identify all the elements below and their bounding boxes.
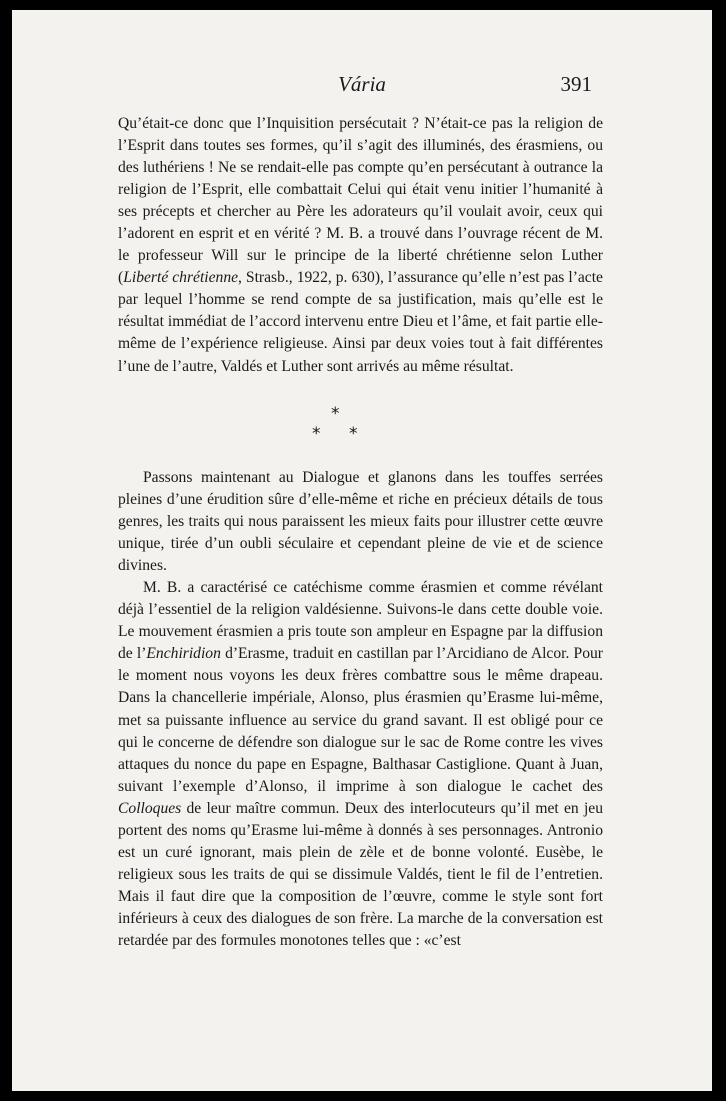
asterisk-bottom-right: * (349, 424, 358, 444)
paragraph-1-part-a: Qu’était-ce donc que l’Inquisition persécutait ? N’était-ce pas la religion de l’Esprit dans toutes ses formes, qu’il s’agit des illuminés, des érasmiens, ou des luthériens ! Ne se rendait-elle pas compte qu’en persécutant à outrance la religion de l’Esprit, elle combattait Celui qui était venu initier l’humanité à ses précepts et chercher au Père les adorateurs qu’il voulait avoir, ceux qui l’adorent en esprit et en vérité ? M. B. a trouvé dans l’ouvrage récent de M. le professeur Will sur le principe de la liberté chrétienne selon Luther ( (118, 115, 603, 287)
running-title: Vária (338, 72, 386, 96)
asterisk-top: * (331, 404, 340, 424)
asterisk-bottom-left: * (312, 424, 321, 444)
paragraph-1-text (118, 113, 603, 378)
paragraph-3-part-c: de leur maître commun. Deux des interlocuteurs qu’il met en jeu portent des noms qu’Erasme lui-même à donnés à ses personnages. Antronio est un curé ignorant, mais plein de zèle et de bonne volonté. Eusèbe, le religieux sous les traits de qui se dissimule Valdés, tient le fil de l’entretien. Mais il faut dire que la composition de l’œuvre, comme le style sont fort inférieurs à ceux des dialogues de son frère. La marche de la conversation est retardée par des formules monotones telles que : «c’est (118, 799, 603, 949)
page-number: 391 (560, 72, 592, 96)
dialogue-section (118, 467, 603, 952)
page (12, 10, 712, 1091)
paragraph-inquisition (118, 113, 603, 378)
paragraph-3-part-b: d’Erasme, traduit en castillan par l’Arcidiano de Alcor. Pour le moment nous voyons les deux frères combattre sous le même drapeau. Dans la chancellerie impériale, Alonso, plus érasmien qu’Erasme lui-même, met sa puissante influence au service du grand savant. Il est obligé pour ce qui le concerne de défendre son dialogue sur le sac de Rome contre les vives attaques du nonce du pape en Espagne, Balthasar Castiglione. Quant à Juan, suivant l’exemple d’Alonso, il imprime à son dialogue le cachet des (118, 645, 603, 795)
asterism-separator (307, 402, 367, 446)
page-header (12, 72, 712, 102)
book-title-enchiridion: Enchiridion (146, 645, 221, 663)
paragraph-1-part-b: , Strasb., 1922, p. 630), l’assurance qu’elle n’est pas l’acte par lequel l’homme se rend compte de sa justification, mais qu’elle est le résultat immédiat de l’accord intervenu entre Dieu et l’âme, et fait partie elle-même de l’expérience religieuse. Ainsi par deux voies tout à fait différentes l’une de l’autre, Valdés et Luther sont arrivés au même résultat. (118, 269, 603, 375)
paragraph-3-text (118, 577, 603, 952)
book-title-colloques: Colloques (118, 799, 182, 817)
paragraph-2-text: Passons maintenant au Dialogue et glanons dans les touffes serrées pleines d’une érudition sûre d’elle-même et riche en précieux détails de tous genres, les traits qui nous paraissent les mieux faits pour illustrer cette œuvre unique, tirée d’un oubli séculaire et cependant pleine de vie et de science divines. (118, 469, 603, 575)
paragraph-3-part-a: M. B. a caractérisé ce catéchisme comme érasmien et comme révélant déjà l’essentiel de la religion valdésienne. Suivons-le dans cette double voie. Le mouvement érasmien a pris toute son ampleur en Espagne par la diffusion de l’ (118, 579, 603, 663)
book-title-liberte-chretienne: Liberté chrétienne (123, 269, 239, 287)
